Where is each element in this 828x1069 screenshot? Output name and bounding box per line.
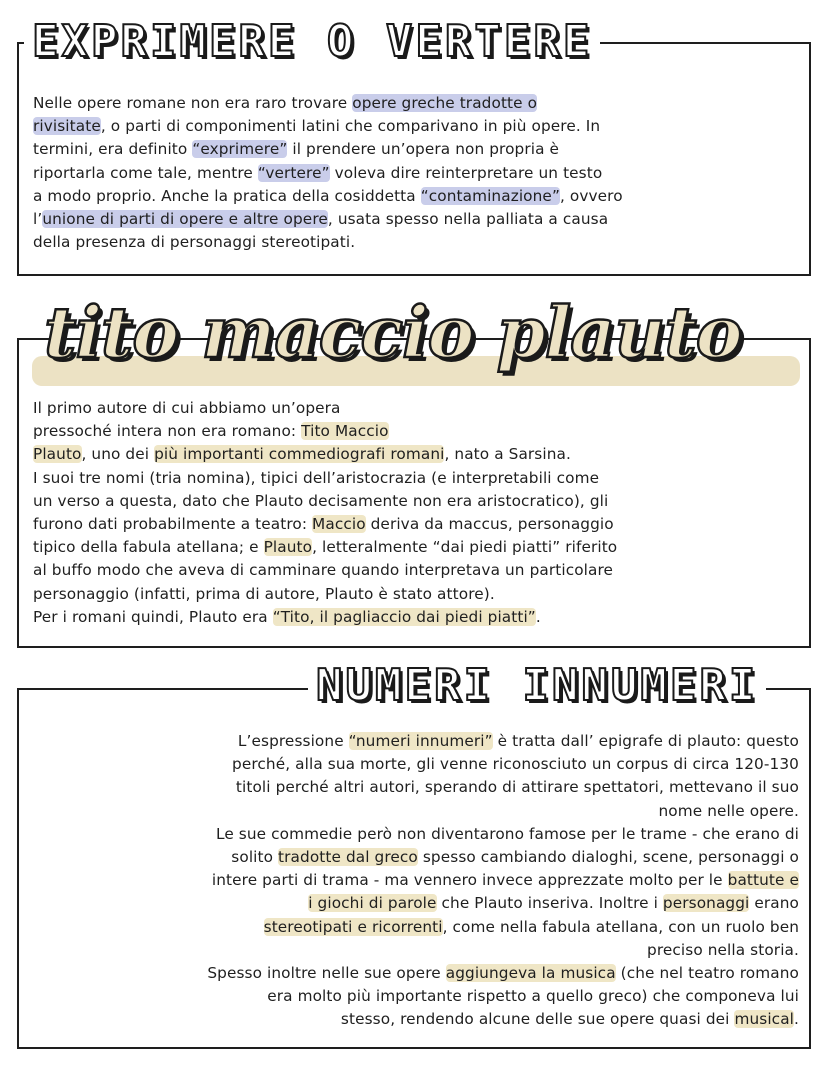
highlight: unione di parti di opere e altre opere: [42, 210, 328, 229]
text-line: Plauto, uno dei più importanti commediografi romani, nato a Sarsina.: [33, 445, 571, 464]
text-line: personaggio (infatti, prima di autore, Plauto è stato attore).: [33, 584, 495, 603]
text-line: un verso a questa, dato che Plauto decisamente non era aristocratico), gli: [33, 491, 609, 510]
text-line: titoli perché altri autori, sperando di attirare spettatori, mettevano il suo: [235, 778, 799, 797]
highlight: battute e: [727, 871, 799, 890]
highlight: Tito Maccio: [301, 422, 389, 441]
text-line: al buffo modo che aveva di camminare quando interpretava un particolare: [33, 561, 614, 580]
highlight: Maccio: [312, 515, 366, 534]
text-line: furono dati probabilmente a teatro: Maccio deriva da maccus, personaggio: [33, 515, 614, 534]
text-line: perché, alla sua morte, gli venne riconosciuto un corpus di circa 120-130: [232, 755, 799, 774]
highlight: musical: [734, 1010, 795, 1029]
text-line: i giochi di parole che Plauto inseriva. Inoltre i personaggi erano: [308, 894, 799, 913]
highlight: “exprimere”: [192, 140, 288, 159]
highlight: personaggi: [662, 894, 750, 913]
text-line: Il primo autore di cui abbiamo un’opera: [33, 399, 341, 417]
text-line: tipico della fabula atellana; e Plauto, letteralmente “dai piedi piatti” riferito: [33, 538, 618, 557]
text-line: L’espressione “numeri innumeri” è tratta dall’ epigrafe di plauto: questo: [237, 732, 799, 750]
text-line: preciso nella storia.: [647, 940, 799, 959]
highlight: “vertere”: [257, 163, 330, 182]
text-line: Spesso inoltre nelle sue opere aggiungeva la musica (che nel teatro romano: [207, 964, 799, 983]
text-line: nome nelle opere.: [658, 801, 799, 820]
section-plauto-title: tito maccio plauto: [44, 291, 742, 374]
text-line: Le sue commedie però non diventarono famose per le trame - che erano di: [215, 824, 799, 843]
text-line: pressoché intera non era romano: Tito Maccio: [33, 422, 389, 441]
highlight: più importanti commediografi romani: [154, 445, 445, 464]
text-line: della presenza di personaggi stereotipati.: [33, 233, 356, 252]
highlight: tradotte dal greco: [278, 848, 418, 867]
text-line: era molto più importante rispetto a quello greco) che componeva lui: [267, 987, 799, 1006]
section-numeri-text: [207, 730, 799, 1032]
text-line: stesso, rendendo alcune delle sue opere quasi dei musical.: [340, 1010, 799, 1029]
text-line: termini, era definito “exprimere” il prendere un’opera non propria è: [33, 140, 560, 159]
text-line: stereotipati e ricorrenti, come nella fabula atellana, con un ruolo ben: [263, 917, 799, 936]
text-line: Nelle opere romane non era raro trovare opere greche tradotte o: [33, 94, 538, 112]
highlight: Plauto: [263, 538, 313, 557]
section-plauto-text: [33, 397, 617, 629]
highlight: aggiungeva la musica: [445, 964, 616, 983]
section-exprimere-text: [33, 92, 623, 254]
text-line: solito tradotte dal greco spesso cambiando dialoghi, scene, personaggi o: [231, 848, 799, 867]
highlight: i giochi di parole: [308, 894, 437, 913]
text-line: a modo proprio. Anche la pratica della cosiddetta “contaminazione”, ovvero: [33, 186, 623, 205]
text-line: riportarla come tale, mentre “vertere” voleva dire reinterpretare un testo: [33, 163, 603, 182]
highlight: “numeri innumeri”: [348, 732, 493, 750]
section-numeri-title: NUMERI INNUMERI: [308, 664, 766, 708]
text-line: rivisitate, o parti di componimenti latini che comparivano in più opere. In: [33, 117, 601, 136]
text-line: Per i romani quindi, Plauto era “Tito, il pagliaccio dai piedi piatti”.: [33, 607, 541, 626]
text-line: I suoi tre nomi (tria nomina), tipici dell’aristocrazia (e interpretabili come: [33, 468, 600, 487]
text-line: intere parti di trama - ma vennero invece apprezzate molto per le battute e: [211, 871, 799, 890]
highlight: “Tito, il pagliaccio dai piedi piatti”: [272, 607, 536, 626]
highlight: opere greche tradotte o: [352, 94, 538, 112]
highlight: Plauto: [33, 445, 82, 464]
highlight: stereotipati e ricorrenti: [263, 917, 443, 936]
section-exprimere-title: EXPRIMERE O VERTERE: [24, 20, 600, 64]
highlight: rivisitate: [33, 117, 101, 136]
text-line: l’unione di parti di opere e altre opere, usata spesso nella palliata a causa: [33, 210, 609, 229]
highlight: “contaminazione”: [420, 186, 560, 205]
